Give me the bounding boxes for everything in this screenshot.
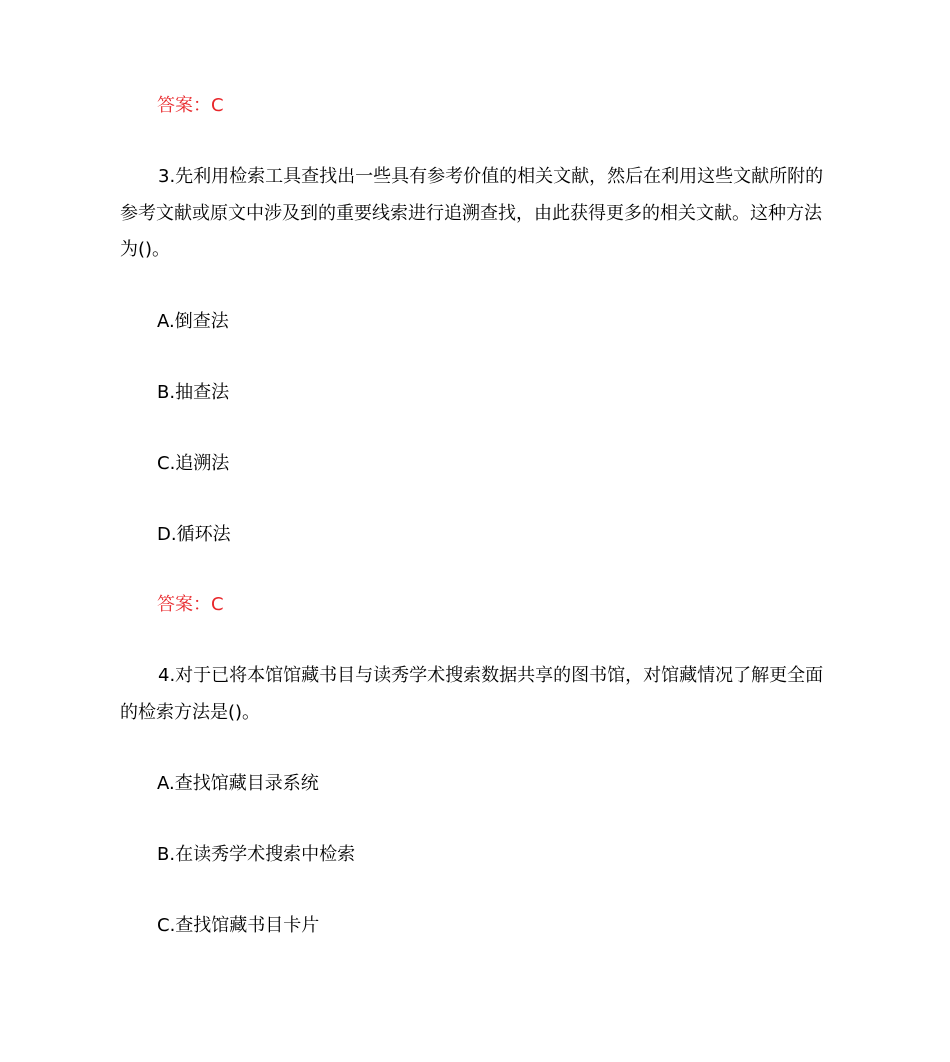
question-3-text-line-1: 3.先利用检索工具查找出一些具有参考价值的相关文献，然后在利用这些文献所附的 <box>158 166 824 187</box>
question-3-option-a: A.倒查法 <box>157 311 229 332</box>
question-3-answer: 答案：C <box>157 594 224 615</box>
question-4-text-line-1: 4.对于已将本馆馆藏书目与读秀学术搜索数据共享的图书馆，对馆藏情况了解更全面 <box>158 665 824 686</box>
question-4-option-a: A.查找馆藏目录系统 <box>157 773 319 794</box>
question-3-option-d: D.循环法 <box>157 524 231 545</box>
question-3 <box>120 159 840 269</box>
question-4-option-c: C.查找馆藏书目卡片 <box>157 915 320 936</box>
question-3-option-b: B.抽查法 <box>157 382 230 403</box>
answer-line: 答案：C <box>157 95 224 116</box>
question-3-text-line-3: 为()。 <box>120 239 171 260</box>
question-4-option-b: B.在读秀学术搜索中检索 <box>157 844 356 865</box>
question-4 <box>120 658 840 731</box>
question-4-text-line-2: 的检索方法是()。 <box>120 701 261 723</box>
question-3-option-c: C.追溯法 <box>157 453 230 474</box>
question-3-text-line-2: 参考文献或原文中涉及到的重要线索进行追溯查找，由此获得更多的相关文献。这种方法 <box>120 202 822 224</box>
